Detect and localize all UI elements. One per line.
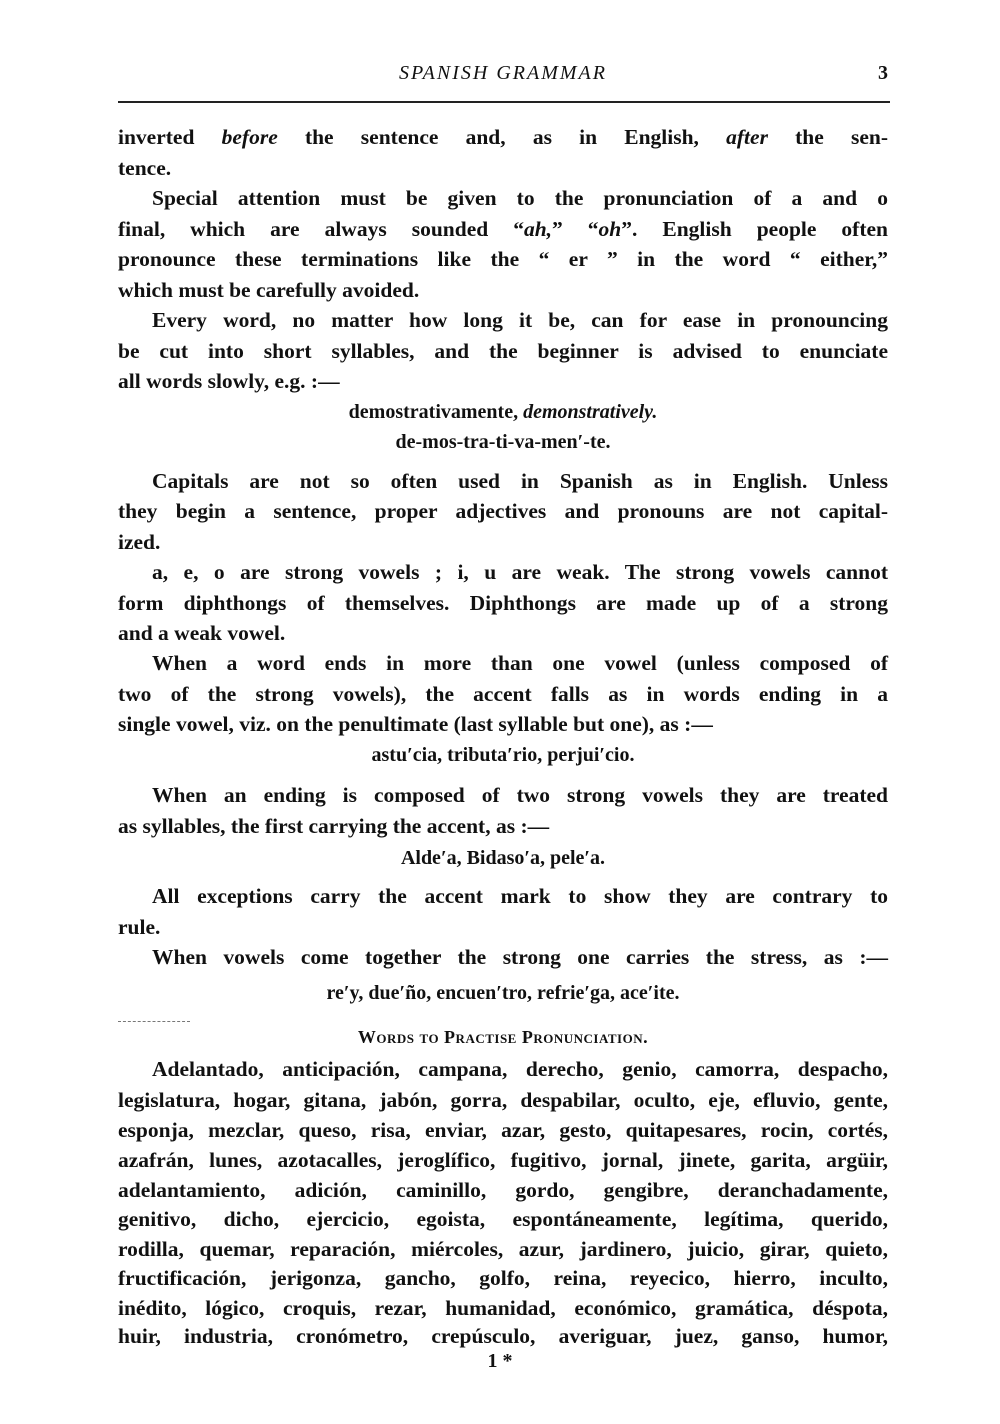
text-line	[118, 559, 888, 585]
text-line	[118, 782, 888, 808]
text-span: final, which are always sounded “	[118, 217, 524, 241]
text-span: tence.	[118, 156, 172, 180]
text-span: re′y, due′ño, encuen′tro, refrie′ga, ace′ite.	[326, 982, 680, 1004]
text-span: they begin a sentence, proper adjectives and pronouns are not capital-	[118, 499, 888, 523]
running-title: SPANISH GRAMMAR	[399, 62, 607, 84]
text-span: the sen-	[767, 125, 889, 149]
signature-mark: 1 *	[487, 1350, 513, 1372]
text-span: Adelantado, anticipación, campana, derecho, genio, camorra, despacho,	[152, 1057, 888, 1081]
text-line	[118, 590, 888, 616]
section-heading	[118, 1024, 888, 1050]
text-line	[118, 1323, 888, 1349]
text-line	[118, 498, 888, 524]
text-span: genitivo, dicho, ejercicio, egoista, espontáneamente, legítima, querido,	[118, 1207, 888, 1231]
text-line	[118, 1117, 888, 1143]
example-line	[118, 845, 888, 871]
text-line	[118, 124, 888, 150]
text-span: Every word, no matter how long it be, can for ease in pronouncing	[152, 308, 888, 332]
text-span: legislatura, hogar, gitana, jabón, gorra, despabilar, oculto, eje, efluvio, gente,	[118, 1088, 888, 1112]
text-span: as syllables, the first carrying the accent, as :—	[118, 814, 550, 838]
text-span: ”. English people often	[621, 217, 888, 241]
example-line	[118, 399, 888, 425]
text-line	[118, 1265, 888, 1291]
text-span: Special attention must be given to the pronunciation of a and o	[152, 186, 888, 210]
running-header	[118, 62, 888, 88]
italic-text: oh	[598, 217, 622, 241]
text-span: single vowel, viz. on the penultimate (last syllable but one), as :—	[118, 712, 713, 736]
text-span: two of the strong vowels), the accent falls as in words ending in a	[118, 682, 888, 706]
text-line	[118, 1236, 888, 1262]
text-line	[118, 1206, 888, 1232]
text-span: inédito, lógico, croquis, rezar, humanidad, económico, gramática, déspota,	[118, 1296, 888, 1320]
text-span: demostrativamente,	[348, 401, 524, 423]
text-span: When an ending is composed of two strong vowels they are treated	[152, 783, 888, 807]
text-line	[118, 529, 888, 555]
text-span: form diphthongs of themselves. Diphthongs are made up of a strong	[118, 591, 888, 615]
text-span: fructificación, jerigonza, gancho, golfo, reina, reyecico, hierro, inculto,	[118, 1266, 888, 1290]
section-divider	[118, 1021, 190, 1022]
text-line	[118, 338, 888, 364]
text-span: and a weak vowel.	[118, 621, 286, 645]
text-span: inverted	[118, 125, 222, 149]
text-span: Words to Practise Pronunciation.	[357, 1027, 649, 1047]
text-line	[118, 1177, 888, 1203]
text-span: Alde′a, Bidaso′a, pele′a.	[400, 847, 606, 869]
text-span: rodilla, quemar, reparación, miércoles, azur, jardinero, juicio, girar, quieto,	[118, 1237, 888, 1261]
header-rule	[118, 101, 890, 103]
text-line	[118, 216, 888, 242]
text-span: all words slowly, e.g. :—	[118, 369, 340, 393]
text-span: ized.	[118, 530, 161, 554]
text-span: the sentence and, as in English,	[277, 125, 727, 149]
text-line	[118, 1147, 888, 1173]
text-span: de-mos-tra-ti-va-men′-te.	[395, 431, 611, 453]
text-line	[118, 883, 888, 909]
text-span: When vowels come together the strong one carries the stress, as :—	[152, 945, 888, 969]
text-span: huir, industria, cronómetro, crepúsculo, averiguar, juez, ganso, humor,	[118, 1324, 888, 1348]
text-line	[118, 185, 888, 211]
text-span: a, e, o are strong vowels ; i, u are weak. The strong vowels cannot	[152, 560, 888, 584]
text-line	[118, 1087, 888, 1113]
text-span: be cut into short syllables, and the beginner is advised to enunciate	[118, 339, 888, 363]
text-line	[118, 1056, 888, 1082]
text-span: All exceptions carry the accent mark to show they are contrary to	[152, 884, 888, 908]
text-span: astu′cia, tributa′rio, perjui′cio.	[371, 744, 635, 766]
text-span: which must be carefully avoided.	[118, 278, 420, 302]
text-line	[118, 246, 888, 272]
italic-text: before	[221, 125, 278, 149]
text-line	[118, 277, 888, 303]
example-line	[118, 742, 888, 768]
text-span: adelantamiento, adición, caminillo, gordo, gengibre, deranchadamente,	[118, 1178, 888, 1202]
text-line	[118, 1295, 888, 1321]
text-span: ” “	[552, 217, 599, 241]
text-span: When a word ends in more than one vowel (unless composed of	[152, 651, 888, 675]
text-line	[118, 155, 888, 181]
italic-text: after	[726, 125, 768, 149]
text-line	[118, 468, 888, 494]
text-span: pronounce these terminations like the “ er ” in the word “ either,”	[118, 247, 888, 271]
italic-text: demonstratively.	[523, 401, 658, 423]
text-line	[118, 620, 888, 646]
text-line	[118, 307, 888, 333]
text-line	[118, 681, 888, 707]
text-line	[118, 944, 888, 970]
text-span: azafrán, lunes, azotacalles, jeroglífico, fugitivo, jornal, jinete, garita, argüir,	[118, 1148, 888, 1172]
text-span: rule.	[118, 915, 161, 939]
italic-text: ah,	[523, 217, 553, 241]
text-line	[118, 914, 888, 940]
text-line	[118, 650, 888, 676]
text-span: Capitals are not so often used in Spanish as in English. Unless	[152, 469, 888, 493]
text-line	[118, 368, 888, 394]
text-line	[118, 711, 888, 737]
example-line	[118, 429, 888, 455]
text-span: esponja, mezclar, queso, risa, enviar, azar, gesto, quitapesares, rocin, cortés,	[118, 1118, 888, 1142]
page-number: 3	[878, 62, 888, 84]
example-line	[118, 980, 888, 1006]
text-line	[118, 813, 888, 839]
